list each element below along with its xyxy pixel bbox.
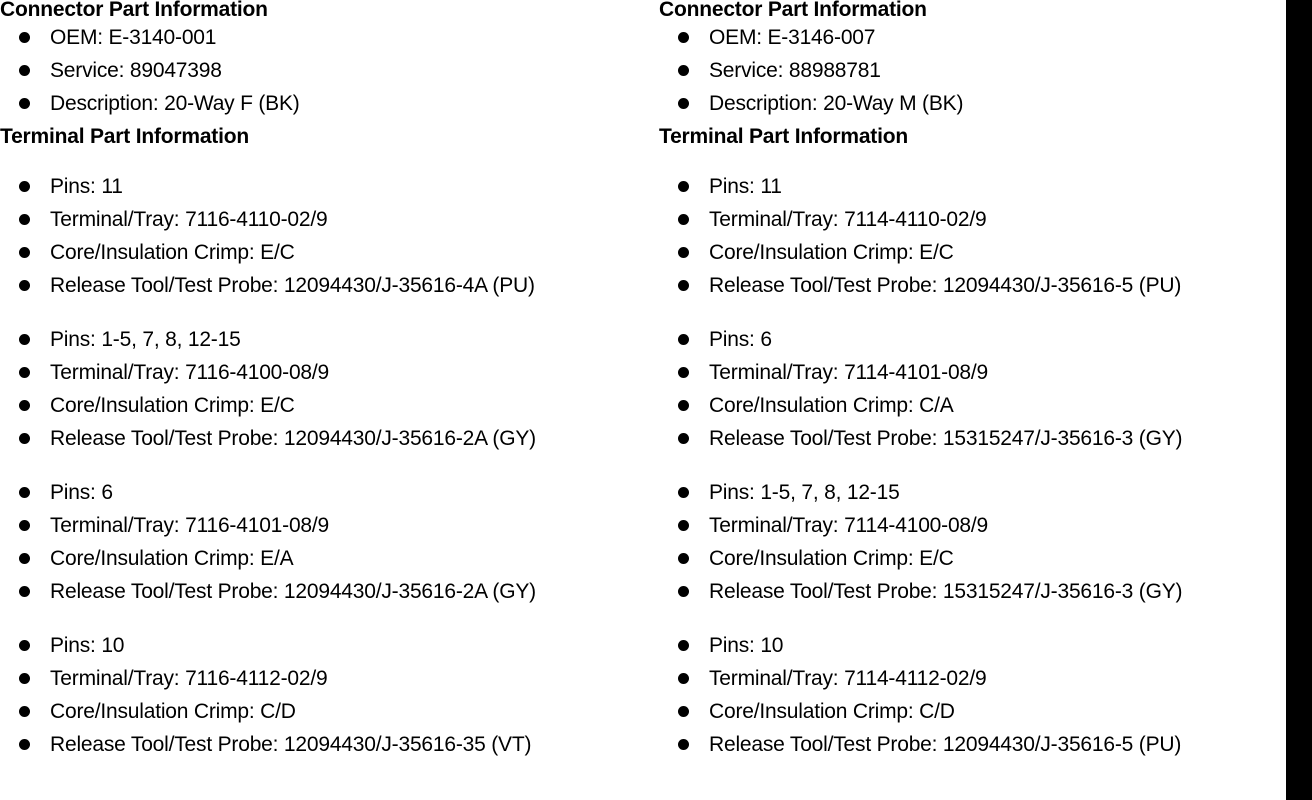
terminal-group [659,476,1309,608]
list-item: Description: 20-Way F (BK) [0,87,650,120]
list-item: Release Tool/Test Probe: 12094430/J-35616-4A (PU) [0,269,650,302]
list-item: Core/Insulation Crimp: E/C [0,236,650,269]
list-item: Release Tool/Test Probe: 15315247/J-35616-3 (GY) [659,575,1309,608]
terminal-group [0,170,650,302]
list-item: Release Tool/Test Probe: 15315247/J-35616-3 (GY) [659,422,1309,455]
right-column [659,0,1309,761]
list-item: Core/Insulation Crimp: C/D [659,695,1309,728]
list-item: Terminal/Tray: 7116-4110-02/9 [0,203,650,236]
list-item: Release Tool/Test Probe: 12094430/J-35616-35 (VT) [0,728,650,761]
list-item: Release Tool/Test Probe: 12094430/J-35616-2A (GY) [0,575,650,608]
terminal-group [659,323,1309,455]
list-item: Service: 89047398 [0,54,650,87]
connector-part-heading: Connector Part Information [659,0,927,21]
terminal-group [659,170,1309,302]
list-item: Pins: 11 [659,170,1309,203]
connector-part-heading: Connector Part Information [0,0,268,21]
list-item: Description: 20-Way M (BK) [659,87,1309,120]
list-item: Release Tool/Test Probe: 12094430/J-35616-5 (PU) [659,269,1309,302]
terminal-group [659,629,1309,761]
list-item: Terminal/Tray: 7116-4112-02/9 [0,662,650,695]
list-item: Core/Insulation Crimp: E/C [0,389,650,422]
list-item: Release Tool/Test Probe: 12094430/J-35616-5 (PU) [659,728,1309,761]
terminal-part-heading: Terminal Part Information [659,125,908,148]
connector-part-list [0,21,650,120]
connector-part-list [659,21,1309,120]
list-item: Service: 88988781 [659,54,1309,87]
list-item: OEM: E-3140-001 [0,21,650,54]
list-item: Terminal/Tray: 7116-4100-08/9 [0,356,650,389]
left-column [0,0,650,761]
list-item: Pins: 10 [659,629,1309,662]
list-item: Pins: 6 [659,323,1309,356]
list-item: Core/Insulation Crimp: E/A [0,542,650,575]
list-item: Release Tool/Test Probe: 12094430/J-35616-2A (GY) [0,422,650,455]
terminal-part-heading: Terminal Part Information [0,125,249,148]
list-item: Pins: 6 [0,476,650,509]
list-item: OEM: E-3146-007 [659,21,1309,54]
page-edge-bar [1286,0,1312,800]
list-item: Pins: 11 [0,170,650,203]
list-item: Pins: 1-5, 7, 8, 12-15 [659,476,1309,509]
list-item: Core/Insulation Crimp: E/C [659,236,1309,269]
list-item: Core/Insulation Crimp: E/C [659,542,1309,575]
list-item: Terminal/Tray: 7114-4110-02/9 [659,203,1309,236]
list-item: Pins: 10 [0,629,650,662]
list-item: Terminal/Tray: 7116-4101-08/9 [0,509,650,542]
list-item: Terminal/Tray: 7114-4112-02/9 [659,662,1309,695]
list-item: Core/Insulation Crimp: C/D [0,695,650,728]
terminal-group [0,476,650,608]
list-item: Terminal/Tray: 7114-4100-08/9 [659,509,1309,542]
list-item: Core/Insulation Crimp: C/A [659,389,1309,422]
list-item: Pins: 1-5, 7, 8, 12-15 [0,323,650,356]
terminal-group [0,323,650,455]
terminal-group [0,629,650,761]
list-item: Terminal/Tray: 7114-4101-08/9 [659,356,1309,389]
